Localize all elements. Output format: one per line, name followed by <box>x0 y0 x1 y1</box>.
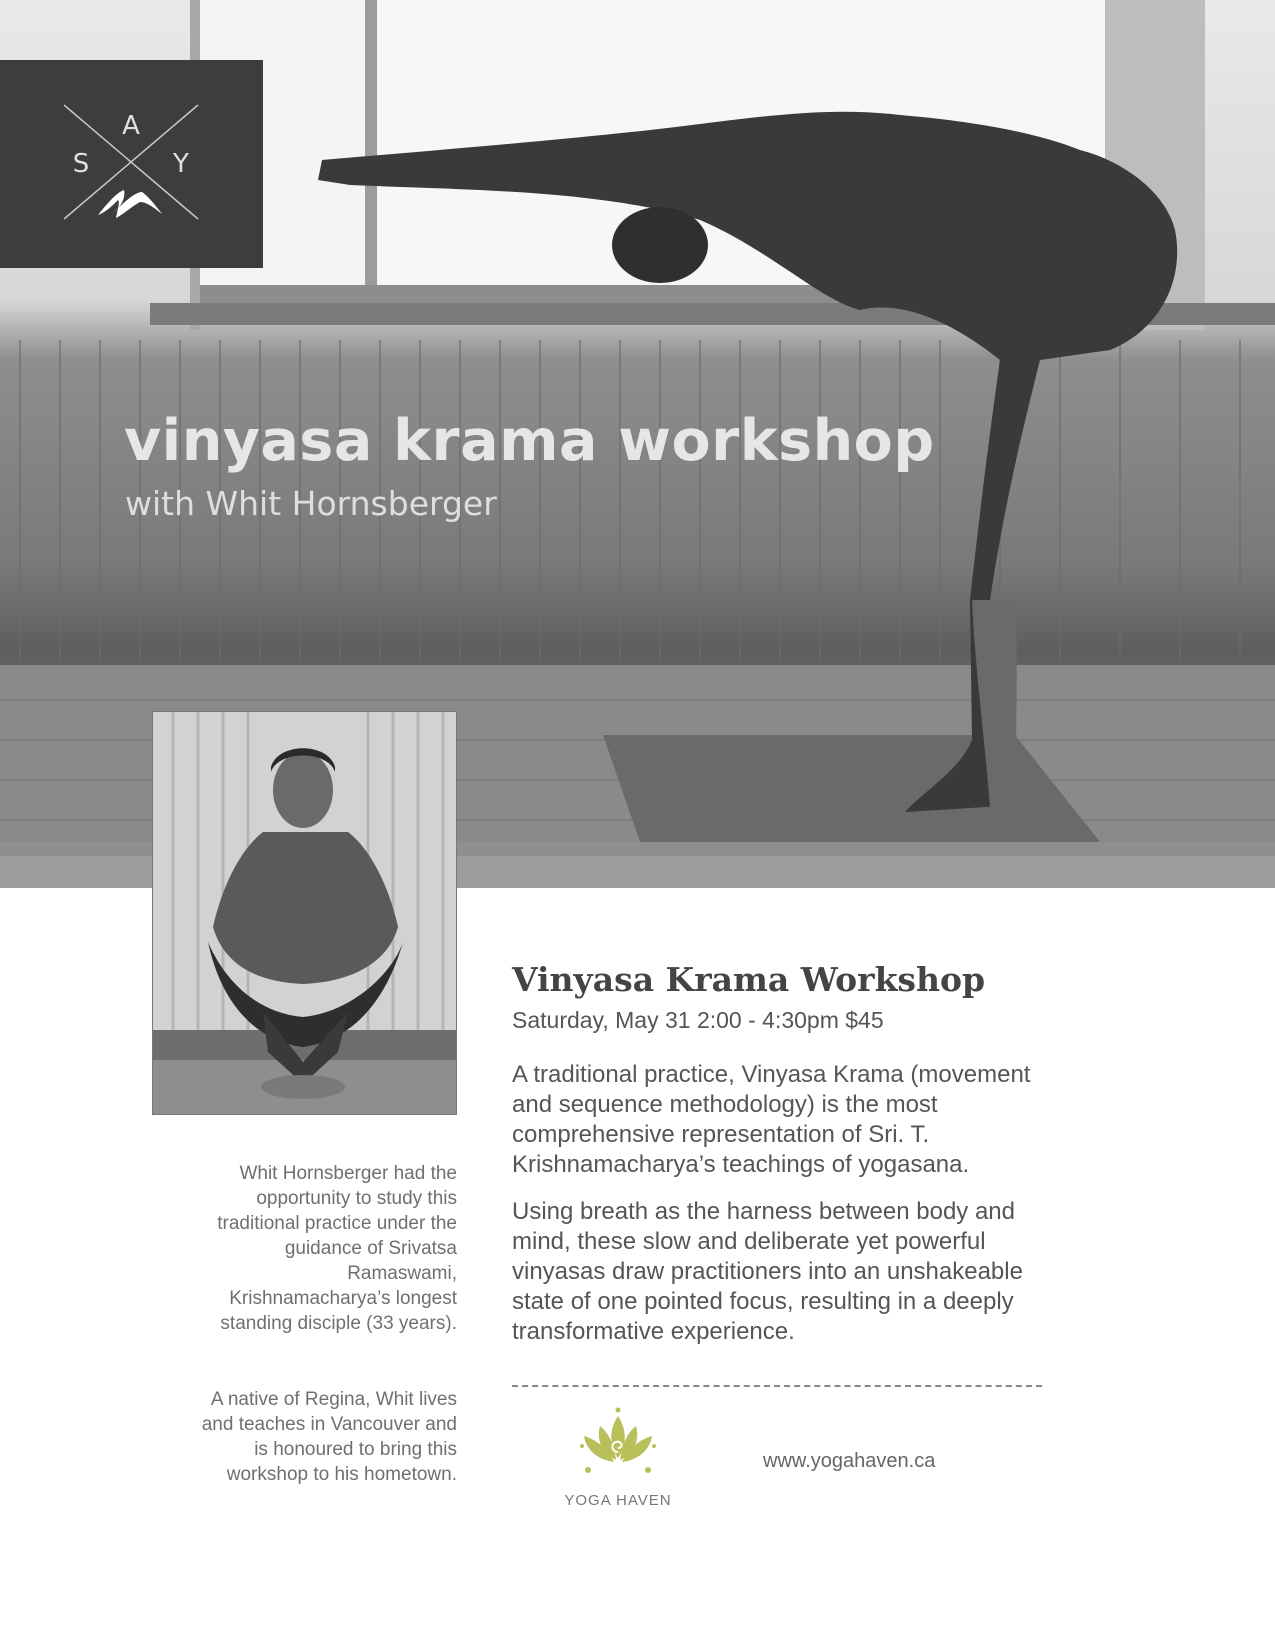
instructor-illustration <box>153 712 457 1115</box>
dashed-divider <box>512 1385 1042 1387</box>
logo-letter-y: Y <box>173 149 189 179</box>
logo-letter-s: S <box>72 149 90 179</box>
yoga-haven-wordmark: YOGA HAVEN <box>564 1492 672 1509</box>
instructor-bio-paragraph: Whit Hornsberger had the opportunity to study this traditional practice under the guidance of Srivatsa Ramaswami, Krishnamacharya’s longest standing disciple (33 years). <box>217 1163 457 1334</box>
say-logo-mark <box>0 60 263 268</box>
lotus-icon <box>578 1406 658 1486</box>
instructor-hometown-paragraph: A native of Regina, Whit lives and teaches in Vancouver and is honoured to bring this workshop to his hometown. <box>201 1389 457 1485</box>
say-logo <box>0 60 263 268</box>
description-paragraph-2: Using breath as the harness between body and mind, these slow and deliberate yet powerful vinyasas draw practitioners into an unshakeable state of one pointed focus, resulting in a deeply transformative experience. <box>512 1198 1023 1345</box>
hero-subtitle: with Whit Hornsberger <box>125 484 497 523</box>
instructor-photo <box>152 711 457 1115</box>
logo-letter-a: A <box>122 111 140 141</box>
hero-title: vinyasa krama workshop <box>124 408 935 474</box>
event-details: Saturday, May 31 2:00 - 4:30pm $45 <box>512 1007 884 1033</box>
description-paragraph-1: A traditional practice, Vinyasa Krama (movement and sequence methodology) is the most comprehensive representation of Sri. T. Krishnamacharya’s teachings of yogasana. <box>512 1061 1031 1178</box>
yoga-haven-logo <box>548 1406 698 1516</box>
website-link[interactable]: www.yogahaven.ca <box>763 1450 936 1472</box>
workshop-title: Vinyasa Krama Workshop <box>512 960 986 999</box>
logo-wave-icon <box>98 190 162 218</box>
